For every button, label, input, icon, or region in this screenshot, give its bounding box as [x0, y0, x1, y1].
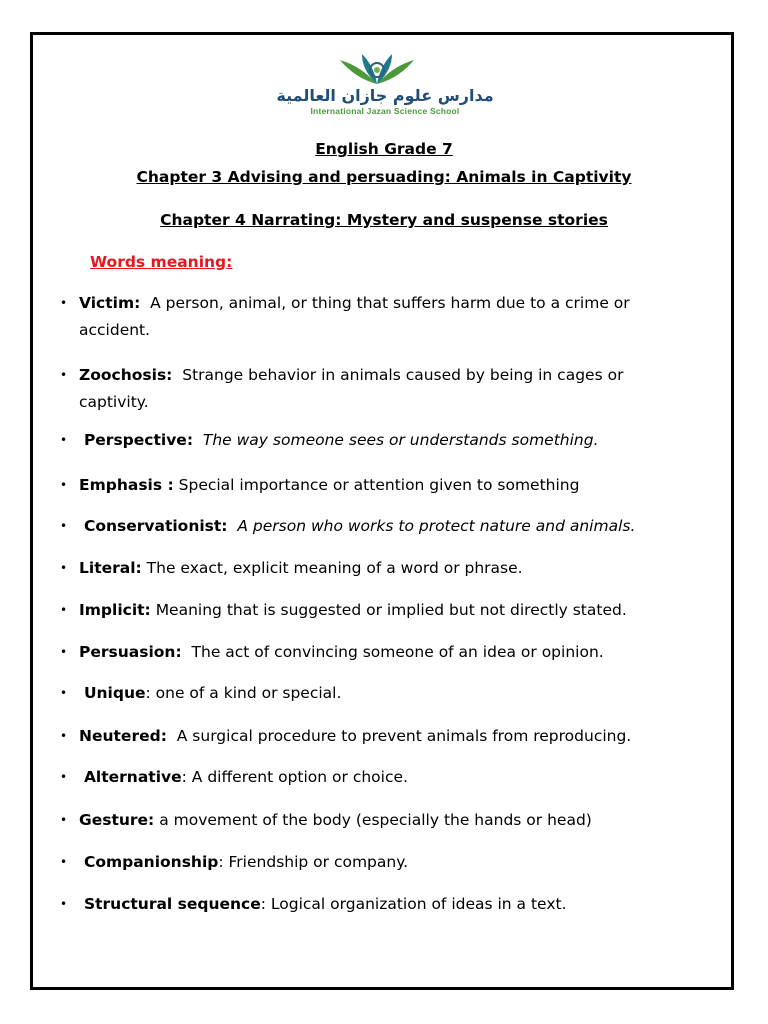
definition: A surgical procedure to prevent animals from reproducing.: [176, 727, 632, 745]
definition: : Friendship or company.: [218, 853, 409, 871]
bullet-icon: •: [60, 686, 68, 700]
bullet-icon: •: [60, 433, 68, 447]
term: Implicit:: [79, 601, 151, 619]
definition: : one of a kind or special.: [145, 684, 342, 702]
school-logo: [260, 50, 510, 114]
definition: Special importance or attention given to something: [178, 476, 580, 494]
bullet-icon: •: [60, 603, 68, 617]
bullet-icon: •: [60, 813, 68, 827]
bullet-icon: •: [60, 368, 68, 382]
term: Structural sequence: [83, 895, 261, 913]
definition: a movement of the body (especially the hands or head): [159, 811, 592, 829]
chapter-3-heading: Chapter 3 Advising and persuading: Animals in Captivity: [136, 168, 632, 186]
bullet-icon: •: [60, 561, 68, 575]
bullet-icon: •: [60, 519, 68, 533]
bullet-icon: •: [60, 855, 68, 869]
definition: The act of convincing someone of an idea or opinion.: [191, 643, 604, 661]
term: Alternative: [83, 768, 182, 786]
bullet-icon: •: [60, 478, 68, 492]
definition: Strange behavior in animals caused by being in cages or captivity.: [79, 366, 624, 411]
term: Zoochosis:: [79, 366, 173, 384]
term: Perspective:: [83, 431, 194, 449]
section-title: Words meaning:: [90, 253, 233, 271]
definition: Meaning that is suggested or implied but not directly stated.: [155, 601, 627, 619]
definition: The exact, explicit meaning of a word or phrase.: [146, 559, 523, 577]
definition: A person, animal, or thing that suffers harm due to a crime or accident.: [79, 294, 630, 339]
term: Conservationist:: [83, 517, 228, 535]
term: Companionship: [83, 853, 219, 871]
term: Emphasis :: [79, 476, 174, 494]
definition: : A different option or choice.: [181, 768, 408, 786]
logo-english-text: International Jazan Science School: [310, 106, 460, 116]
term: Literal:: [79, 559, 142, 577]
bullet-icon: •: [60, 729, 68, 743]
lotus-emblem-icon: [332, 50, 422, 88]
page-title: English Grade 7: [315, 140, 453, 158]
definition: A person who works to protect nature and animals.: [237, 517, 636, 535]
logo-arabic-text: مدارس علوم جازان العالمية: [276, 86, 494, 105]
bullet-icon: •: [60, 296, 68, 310]
term: Persuasion:: [79, 643, 182, 661]
term: Unique: [83, 684, 146, 702]
term: Victim:: [79, 294, 141, 312]
bullet-icon: •: [60, 770, 68, 784]
definition: : Logical organization of ideas in a text.: [260, 895, 567, 913]
bullet-icon: •: [60, 897, 68, 911]
term: Gesture:: [79, 811, 155, 829]
term: Neutered:: [79, 727, 167, 745]
chapter-4-heading: Chapter 4 Narrating: Mystery and suspense stories: [160, 211, 608, 229]
definition: The way someone sees or understands something.: [202, 431, 599, 449]
bullet-icon: •: [60, 645, 68, 659]
